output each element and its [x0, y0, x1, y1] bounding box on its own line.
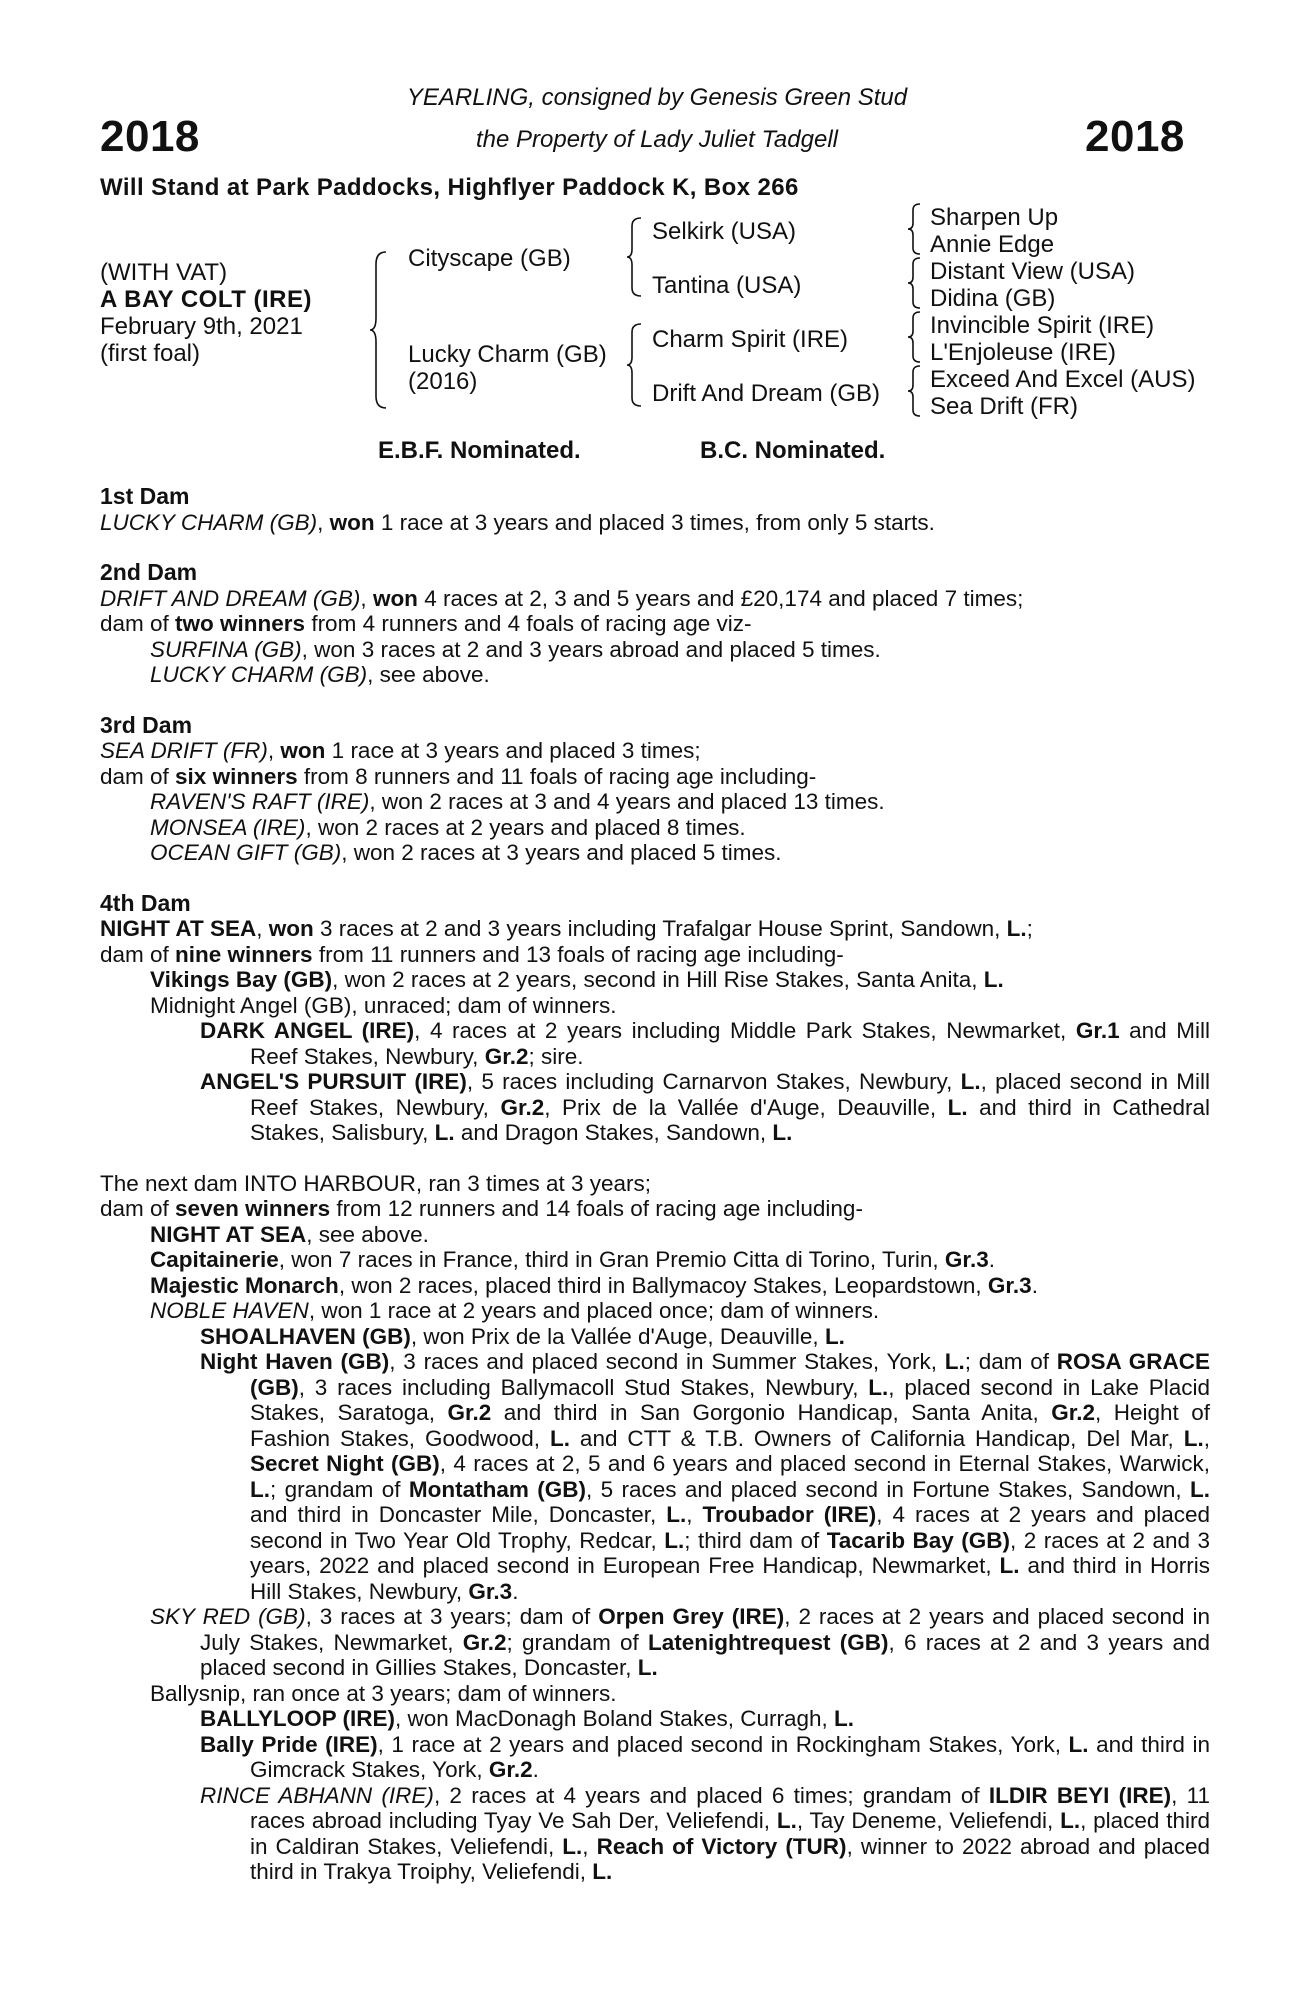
text: ,	[582, 1833, 597, 1859]
text: , won 3 races at 2 and 3 years abroad and placed 5 times.	[301, 636, 881, 662]
fourth-dam-title: 4th Dam	[100, 889, 191, 916]
won-text: won	[329, 509, 375, 535]
text: , 11 races abroad including Tyay Ve Sah Der, Veliefendi,	[250, 1782, 1211, 1833]
produce-item	[100, 789, 1210, 815]
group-mark: Gr.1	[1075, 1018, 1120, 1043]
fourth-dam-record	[100, 916, 1210, 942]
group-mark: Gr.2	[488, 1757, 533, 1782]
text: .	[532, 1757, 539, 1782]
horse-name: A BAY COLT (IRE)	[100, 286, 313, 313]
group-mark: Gr.2	[484, 1043, 529, 1069]
text: and Dragon Stakes, Sandown,	[454, 1120, 773, 1145]
text: , won 2 races at 2 years and placed 8 times.	[305, 814, 746, 840]
next-dam-record: The next dam INTO HARBOUR, ran 3 times at 3 years;	[100, 1170, 652, 1196]
second-dam-section	[100, 560, 1210, 688]
text: , 2 races at 2 years and placed second in July Stakes, Newmarket,	[200, 1604, 1210, 1655]
group-mark: Gr.3	[468, 1578, 513, 1604]
horse-name-text: Troubador (IRE)	[702, 1502, 877, 1527]
text: , won 2 races at 2 years, second in Hill Rise Stakes, Santa Anita,	[332, 967, 984, 992]
bc-nominated: B.C. Nominated.	[700, 437, 886, 464]
second-dam-record	[100, 586, 1210, 612]
horse-name-text: Orpen Grey (IRE)	[598, 1604, 785, 1629]
next-dam-produce	[100, 1196, 1210, 1222]
text: ,	[360, 585, 373, 611]
third-dam-title: 3rd Dam	[100, 711, 193, 738]
listed-mark: L.	[834, 1706, 855, 1731]
pedigree-brace-g2	[906, 256, 924, 310]
listed-mark: L.	[983, 967, 1004, 992]
produce-item	[100, 662, 1210, 688]
fourth-dam-produce	[100, 942, 1210, 968]
won-text: won	[268, 916, 314, 941]
produce-item	[100, 1069, 1210, 1146]
horse-name-text: LUCKY CHARM (GB)	[150, 662, 368, 687]
third-dam-record	[100, 738, 1210, 764]
pedigree-brace-g3	[906, 310, 924, 364]
text: , 6 races at 2 and 3 years and placed second in Gillies Stakes, Doncaster,	[200, 1629, 1210, 1680]
listed-mark: L.	[772, 1120, 793, 1145]
produce-item	[100, 1604, 1210, 1681]
text: , see above.	[367, 662, 490, 687]
pedigree-brace-sire	[625, 216, 645, 298]
text: from 4 runners and 4 foals of racing age viz-	[305, 611, 752, 636]
next-dam-section	[100, 1171, 1210, 1885]
produce-item	[100, 1018, 1210, 1069]
grandparent-5: Invincible Spirit (IRE)	[930, 312, 1155, 339]
foal-note: (first foal)	[100, 340, 201, 367]
sire-sire: Selkirk (USA)	[652, 218, 797, 245]
horse-name-text: Tacarib Bay (GB)	[826, 1527, 1011, 1553]
text: , won Prix de la Vallée d'Auge, Deauville,	[410, 1323, 825, 1349]
second-dam-produce	[100, 611, 1210, 637]
text: 4 races at 2, 3 and 5 years and £20,174 and placed 7 times;	[417, 585, 1024, 611]
group-mark: Gr.2	[462, 1629, 507, 1655]
group-mark: Gr.2	[500, 1094, 545, 1120]
second-dam-title: 2nd Dam	[100, 559, 198, 585]
text: , 4 races at 2 years including Middle Park Stakes, Newmarket,	[414, 1018, 1076, 1043]
text: , see above.	[306, 1221, 429, 1247]
produce-item	[100, 1349, 1210, 1604]
listed-mark: L.	[1190, 1476, 1211, 1502]
consignor-line: YEARLING, consigned by Genesis Green Stud	[406, 84, 908, 111]
horse-name-text: LUCKY CHARM (GB)	[100, 509, 318, 535]
text: ,	[1203, 1425, 1210, 1451]
produce-item	[100, 1324, 1210, 1350]
won-text: won	[280, 738, 326, 763]
text: and third in Gimcrack Stakes, York,	[250, 1731, 1210, 1782]
group-mark: Gr.3	[944, 1247, 989, 1272]
property-line: the Property of Lady Juliet Tadgell	[475, 126, 838, 153]
produce-item: Midnight Angel (GB), unraced; dam of winners.	[150, 992, 617, 1018]
listed-mark: L.	[776, 1808, 797, 1833]
text: and third in Horris Hill Stakes, Newbury,	[250, 1553, 1210, 1604]
text: , placed third in Caldiran Stakes, Veliefendi,	[250, 1808, 1211, 1859]
text: 1 race at 3 years and placed 3 times, from only 5 starts.	[374, 509, 935, 535]
horse-name-text: ANGEL'S PURSUIT (IRE)	[200, 1069, 467, 1094]
text: and third in Cathedral Stakes, Salisbury,	[250, 1094, 1210, 1145]
text: .	[1031, 1272, 1038, 1298]
horse-name-text: RAVEN'S RAFT (IRE)	[150, 789, 370, 814]
text: from 11 runners and 13 foals of racing age including-	[312, 941, 844, 967]
winners-count: seven winners	[175, 1196, 331, 1221]
text: ,	[317, 509, 330, 535]
produce-item	[100, 1247, 1210, 1273]
text: dam of	[100, 1196, 176, 1221]
dam-name: Lucky Charm (GB)	[408, 341, 607, 368]
text: , 1 race at 2 years and placed second in Rockingham Stakes, York,	[377, 1731, 1069, 1757]
listed-mark: L.	[999, 1553, 1020, 1578]
produce-item	[100, 637, 1210, 663]
text: , 4 races at 2 years and placed second in Two Year Old Trophy, Redcar,	[250, 1502, 1210, 1553]
stand-location: Will Stand at Park Paddocks, Highflyer Paddock K, Box 266	[100, 174, 799, 201]
group-mark: Gr.2	[447, 1400, 492, 1425]
text: ,	[686, 1502, 703, 1527]
text: , placed second in Lake Placid Stakes, Saratoga,	[250, 1374, 1211, 1425]
group-mark: Gr.2	[1051, 1400, 1096, 1425]
text: , 2 races at 4 years and placed 6 times; grandam of	[433, 1782, 989, 1808]
horse-name-text: ROSA GRACE (GB)	[250, 1349, 1210, 1400]
horse-name-text: SKY RED (GB)	[150, 1604, 306, 1629]
grandparent-1: Sharpen Up	[930, 204, 1059, 231]
grandparent-8: Sea Drift (FR)	[930, 393, 1079, 420]
text: and Mill Reef Stakes, Newbury,	[250, 1018, 1210, 1069]
horse-name-text: Night Haven (GB)	[200, 1349, 390, 1374]
text: , winner to 2022 abroad and placed third in Trakya Troiphy, Veliefendi,	[250, 1833, 1210, 1884]
listed-mark: L.	[664, 1527, 685, 1553]
listed-mark: L.	[1183, 1425, 1204, 1451]
produce-item: Ballysnip, ran once at 3 years; dam of winners.	[150, 1680, 617, 1706]
produce-item	[100, 1783, 1210, 1885]
winners-count: nine winners	[175, 941, 313, 967]
horse-name-text: MONSEA (IRE)	[150, 814, 306, 840]
text: .	[512, 1578, 519, 1604]
text: 3 races at 2 and 3 years including Trafalgar House Sprint, Sandown,	[313, 916, 1007, 941]
text: 1 race at 3 years and placed 3 times;	[325, 738, 701, 763]
ebf-nominated: E.B.F. Nominated.	[378, 437, 581, 464]
produce-item	[100, 1732, 1210, 1783]
text: , won 7 races in France, third in Gran Premio Citta di Torino, Turin,	[278, 1247, 945, 1272]
horse-name-text: Montatham (GB)	[408, 1476, 587, 1502]
sire-dam: Tantina (USA)	[652, 272, 802, 299]
text: ,	[256, 916, 269, 941]
text: ; grandam of	[506, 1629, 649, 1655]
listed-mark: L.	[947, 1094, 968, 1120]
text: .	[988, 1247, 995, 1272]
produce-item	[100, 840, 1210, 866]
horse-name-text: SHOALHAVEN (GB)	[200, 1323, 411, 1349]
listed-mark: L.	[868, 1374, 889, 1400]
text: , 4 races at 2, 5 and 6 years and placed second in Eternal Stakes, Warwick,	[439, 1451, 1211, 1476]
listed-mark: L.	[944, 1349, 965, 1374]
text: , placed second in Mill Reef Stakes, Newbury,	[250, 1069, 1210, 1120]
grandparent-4: Didina (GB)	[930, 285, 1056, 312]
listed-mark: L.	[637, 1655, 658, 1680]
dam-line-text	[100, 484, 1210, 1885]
first-dam-section	[100, 484, 1210, 535]
text: , won 2 races at 3 and 4 years and placed 13 times.	[369, 789, 885, 814]
third-dam-produce	[100, 764, 1210, 790]
dam-year: (2016)	[408, 368, 478, 395]
grandparent-7: Exceed And Excel (AUS)	[930, 366, 1196, 393]
winners-count: two winners	[175, 611, 306, 636]
text: ,	[267, 738, 281, 763]
text: , won 1 race at 2 years and placed once; dam of winners.	[308, 1298, 880, 1323]
text: , 3 races and placed second in Summer Stakes, York,	[389, 1349, 945, 1374]
grandparent-3: Distant View (USA)	[930, 258, 1135, 285]
text: , 3 races including Ballymacoll Stud Stakes, Newbury,	[298, 1374, 869, 1400]
text: ; grandam of	[270, 1476, 409, 1502]
text: ; dam of	[964, 1349, 1057, 1374]
horse-name-text: NOBLE HAVEN	[150, 1298, 309, 1323]
listed-mark: L.	[434, 1120, 455, 1145]
produce-item	[100, 967, 1210, 993]
text: dam of	[100, 763, 176, 789]
produce-item	[100, 815, 1210, 841]
horse-name-text: Vikings Bay (GB)	[150, 967, 333, 992]
text: , Height of Fashion Stakes, Goodwood,	[250, 1400, 1210, 1451]
grandparent-6: L'Enjoleuse (IRE)	[930, 339, 1116, 366]
listed-mark: L.	[549, 1425, 570, 1451]
text: , Tay Deneme, Veliefendi,	[796, 1808, 1061, 1833]
pedigree-brace-main	[368, 250, 390, 410]
listed-mark: L.	[666, 1502, 687, 1527]
listed-mark: L.	[592, 1859, 613, 1884]
first-dam-title: 1st Dam	[100, 483, 190, 509]
dam-sire: Charm Spirit (IRE)	[652, 326, 849, 353]
pedigree-brace-g4	[906, 364, 924, 418]
produce-item	[100, 1298, 1210, 1324]
produce-item	[100, 1273, 1210, 1299]
horse-name-text: Secret Night (GB)	[250, 1451, 440, 1476]
year-right: 2018	[1085, 112, 1185, 161]
text: , 2 races at 2 and 3 years, 2022 and placed second in European Free Handicap, Newmarket,	[250, 1527, 1210, 1578]
horse-name-text: SURFINA (GB)	[150, 636, 302, 662]
pedigree-brace-dam	[625, 322, 645, 408]
horse-name-text: Reach of Victory (TUR)	[596, 1833, 847, 1859]
listed-mark: L.	[1068, 1731, 1089, 1757]
horse-name-text: OCEAN GIFT (GB)	[150, 840, 342, 865]
horse-name-text: ILDIR BEYI (IRE)	[988, 1782, 1172, 1808]
fourth-dam-section	[100, 891, 1210, 1146]
text: , won 2 races at 3 years and placed 5 times.	[341, 840, 782, 865]
text: dam of	[100, 941, 176, 967]
text: , 5 races and placed second in Fortune Stakes, Sandown,	[586, 1476, 1191, 1502]
text: , won 2 races, placed third in Ballymacoy Stakes, Leopardstown,	[338, 1272, 988, 1298]
horse-name-text: BALLYLOOP (IRE)	[200, 1706, 396, 1731]
text: dam of	[100, 611, 176, 636]
listed-mark: L.	[824, 1323, 845, 1349]
listed-mark: L.	[1060, 1808, 1081, 1833]
pedigree-brace-g1	[906, 202, 924, 256]
horse-name-text: Majestic Monarch	[150, 1272, 339, 1298]
text: , 3 races at 3 years; dam of	[305, 1604, 599, 1629]
horse-name-text: DRIFT AND DREAM (GB)	[100, 585, 361, 611]
horse-name-text: NIGHT AT SEA	[100, 916, 257, 941]
horse-name-text: RINCE ABHANN (IRE)	[200, 1782, 434, 1808]
text: from 12 runners and 14 foals of racing age including-	[330, 1196, 863, 1221]
listed-mark: L.	[250, 1476, 270, 1502]
winners-count: six winners	[175, 763, 298, 789]
listed-mark: L.	[960, 1069, 981, 1094]
horse-name-text: Bally Pride (IRE)	[200, 1731, 378, 1757]
text: and CTT & T.B. Owners of California Handicap, Del Mar,	[569, 1425, 1184, 1451]
horse-name-text: DARK ANGEL (IRE)	[200, 1018, 415, 1043]
text: from 8 runners and 11 foals of racing age including-	[297, 763, 817, 789]
grandparent-2: Annie Edge	[930, 231, 1055, 258]
horse-name-text: Latenightrequest (GB)	[648, 1629, 889, 1655]
text: , Prix de la Vallée d'Auge, Deauville,	[544, 1094, 948, 1120]
horse-name-text: Capitainerie	[150, 1247, 279, 1272]
text: , won MacDonagh Boland Stakes, Curragh,	[395, 1706, 835, 1731]
text: and third in San Gorgonio Handicap, Santa Anita,	[491, 1400, 1052, 1425]
produce-item	[100, 1222, 1210, 1248]
horse-name-text: SEA DRIFT (FR)	[100, 738, 268, 763]
produce-item	[100, 1706, 1210, 1732]
foaling-date: February 9th, 2021	[100, 313, 303, 340]
horse-name-text: NIGHT AT SEA	[150, 1221, 307, 1247]
first-dam-record	[100, 510, 1210, 536]
listed-mark: L.	[562, 1833, 583, 1859]
vat-note: (WITH VAT)	[100, 259, 228, 286]
won-text: won	[372, 585, 418, 611]
group-mark: Gr.3	[987, 1272, 1032, 1298]
sire-name: Cityscape (GB)	[408, 245, 571, 272]
text: ;	[1026, 916, 1033, 941]
text: , 5 races including Carnarvon Stakes, Newbury,	[466, 1069, 961, 1094]
third-dam-section	[100, 713, 1210, 866]
text: ; sire.	[528, 1043, 584, 1069]
text: ; third dam of	[684, 1527, 827, 1553]
dam-dam: Drift And Dream (GB)	[652, 380, 881, 407]
text: and third in Doncaster Mile, Doncaster,	[250, 1502, 667, 1527]
year-left: 2018	[100, 112, 200, 161]
listed-mark: L.	[1006, 916, 1027, 941]
